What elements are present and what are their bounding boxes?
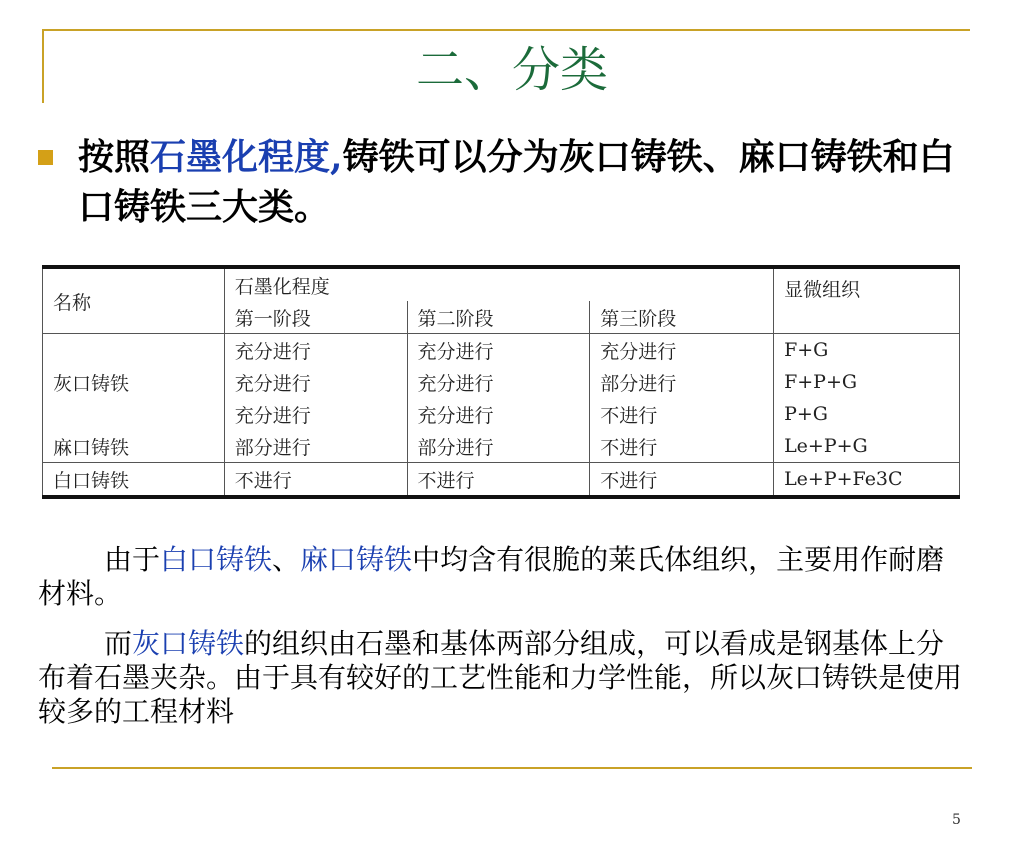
row-name: 麻口铸铁	[43, 430, 225, 463]
table-row	[43, 366, 960, 398]
bullet-text	[78, 132, 958, 232]
para1-white-iron: 白口铸铁	[160, 543, 273, 576]
row-stage-2: 部分进行	[407, 430, 590, 463]
row-micro: F+P+G	[774, 366, 960, 398]
row-stage-3: 不进行	[590, 463, 774, 498]
paragraph-1	[38, 543, 968, 611]
header-graph-degree: 石墨化程度	[224, 267, 773, 301]
header-stage-1: 第一阶段	[224, 301, 407, 334]
row-stage-2: 充分进行	[407, 334, 590, 367]
row-stage-3: 不进行	[590, 430, 774, 463]
row-stage-2: 不进行	[407, 463, 590, 498]
header-name: 名称	[43, 267, 225, 334]
row-micro: Le+P+Fe3C	[774, 463, 960, 498]
bullet-highlight: 石墨化程度,	[150, 136, 343, 178]
para2-rest: 的组织由石墨和基体两部分组成，可以看成是钢基体上分布着石墨夹杂。由于具有较好的工艺性能和力学性能，所以灰口铸铁是使用较多的工程材料	[38, 627, 963, 728]
row-name: 灰口铸铁	[43, 366, 225, 398]
table-header-row	[43, 267, 960, 301]
table-row	[43, 463, 960, 498]
header-stage-3: 第三阶段	[590, 301, 774, 334]
para2-gray-iron: 灰口铸铁	[132, 627, 245, 660]
bullet-text-before: 按照	[78, 136, 151, 178]
para1-rest: 中均含有很脆的莱氏体组织，主要用作耐磨材料。	[38, 543, 945, 610]
frame-bottom-line	[52, 767, 972, 769]
paragraph-2	[38, 627, 968, 729]
row-micro: P+G	[774, 398, 960, 430]
row-stage-3: 充分进行	[590, 334, 774, 367]
slide-title: 二、分类	[415, 42, 608, 98]
row-stage-1: 部分进行	[224, 430, 407, 463]
row-stage-1: 充分进行	[224, 366, 407, 398]
table-row	[43, 334, 960, 367]
para1-mottled-iron: 麻口铸铁	[300, 543, 413, 576]
row-micro: Le+P+G	[774, 430, 960, 463]
row-name	[43, 334, 225, 367]
table-row	[43, 430, 960, 463]
table-row	[43, 398, 960, 430]
bullet-square-icon	[38, 150, 53, 165]
para1-prefix: 由于	[104, 543, 161, 576]
row-stage-2: 充分进行	[407, 366, 590, 398]
row-stage-2: 充分进行	[407, 398, 590, 430]
row-stage-1: 充分进行	[224, 398, 407, 430]
para2-prefix: 而	[104, 627, 133, 660]
row-stage-1: 不进行	[224, 463, 407, 498]
row-name	[43, 398, 225, 430]
row-stage-3: 部分进行	[590, 366, 774, 398]
bullet-text-after: 铸铁可以分为灰口铸铁、麻口铸铁和白口铸铁三大类。	[78, 136, 955, 228]
page-number: 5	[952, 812, 961, 828]
row-name: 白口铸铁	[43, 463, 225, 498]
row-micro: F+G	[774, 334, 960, 367]
row-stage-1: 充分进行	[224, 334, 407, 367]
header-micro: 显微组织	[774, 267, 960, 334]
row-stage-3: 不进行	[590, 398, 774, 430]
para1-sep: 、	[272, 543, 301, 576]
cast-iron-table	[42, 265, 960, 499]
header-stage-2: 第二阶段	[407, 301, 590, 334]
frame-top-line	[42, 29, 970, 31]
